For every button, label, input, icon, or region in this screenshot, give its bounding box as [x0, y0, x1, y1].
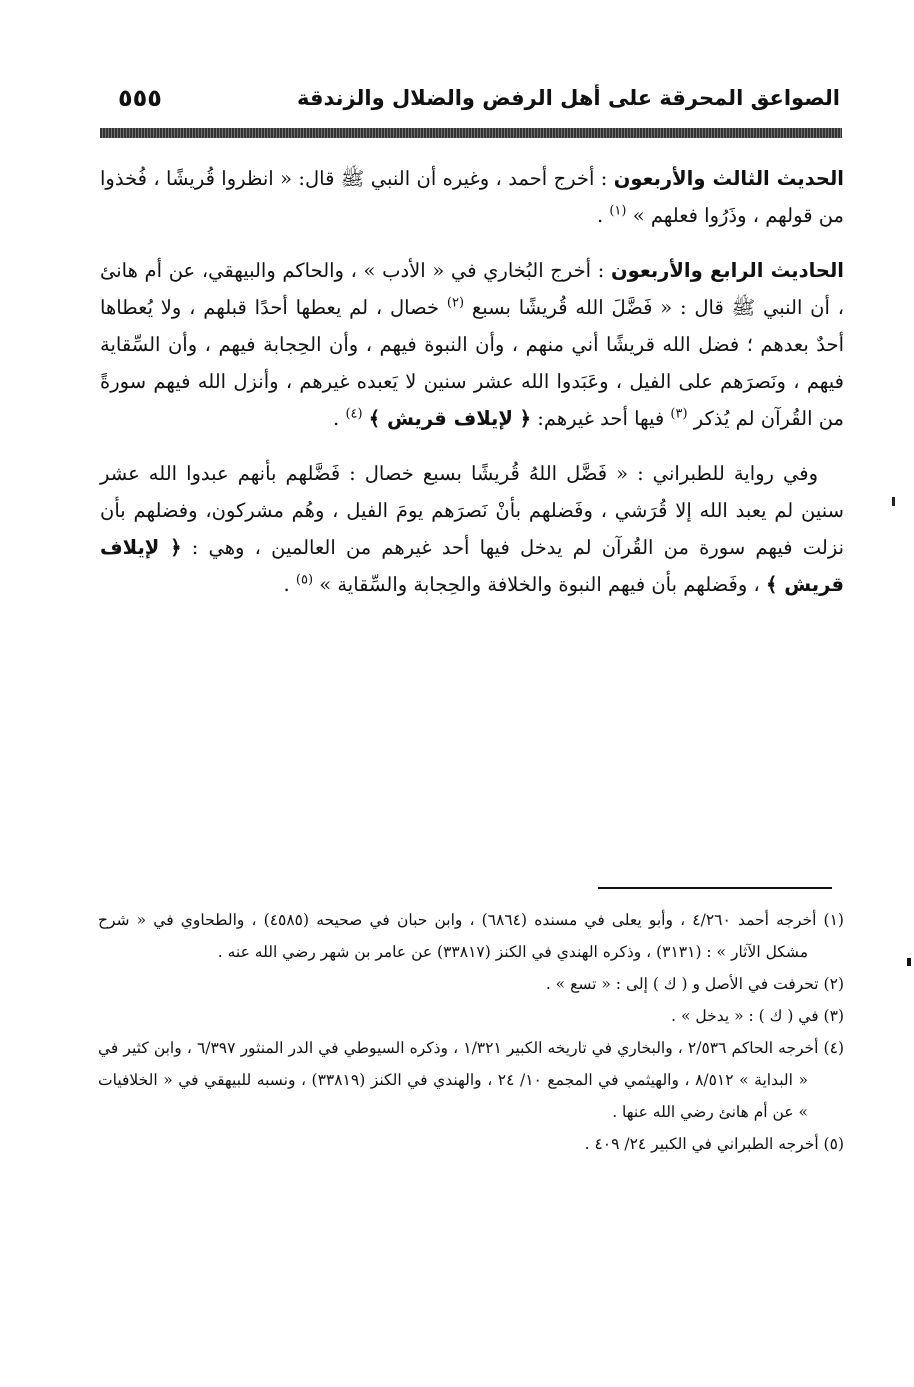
hadith-43-heading: الحديث الثالث والأربعون: [613, 167, 844, 190]
footnote-1: (١) أخرجه أحمد ٤/٢٦٠ ، وأبو يعلى في مسنده (٦٨٦٤) ، وابن حبان في صحيحه (٤٥٨٥) ، والطحاوي في « شرح مشكل الآثار » : (٣١٣١) ، وذكره الهندي في الكنز (٣٣٨١٧) عن عامر بن شهر رضي الله عنه .: [98, 911, 844, 961]
surah-quraysh-quote: ﴿ لإيلاف قريش ﴾: [368, 407, 532, 430]
scan-mark: [907, 958, 911, 966]
footnote-5: (٥) أخرجه الطبراني في الكبير ٢٤/ ٤٠٩ .: [584, 1135, 844, 1153]
scan-mark: [892, 497, 895, 506]
footnote-ref-1: (١): [609, 203, 627, 219]
hadith-43-text: : أخرج أحمد ، وغيره أن النبي ﷺ قال: « انظروا قُريشًا ، فُخذوا من قولهم ، وذَرُوا فعلهم »: [100, 167, 844, 227]
running-title: الصواعق المحرقة على أهل الرفض والضلال والزندقة: [296, 86, 840, 110]
hadith-44-text-c: فيها أحد غيرهم:: [537, 407, 665, 430]
footnote-2: (٢) تحرفت في الأصل و ( ك ) إلى : « تسع » .: [545, 975, 844, 993]
page-number: ٥٥٥: [118, 84, 162, 112]
tabarani-paragraph: [100, 455, 844, 603]
header-rule: [100, 128, 842, 138]
hadith-44-paragraph: [100, 252, 844, 437]
footnote-separator: [598, 887, 832, 889]
surah-quraysh-quote-2: ﴿ لإيلاف قريش ﴾: [100, 536, 844, 596]
footnote-ref-2: (٢): [446, 295, 465, 311]
hadith-43-paragraph: [100, 160, 844, 234]
main-text: [100, 160, 844, 621]
tabarani-text-a: وفي رواية للطبراني : « فَضَّل اللهُ قُريشًا بسبع خصال : فَضَّلهم بأنهم عبدوا الله عشر سنين لم يعبد الله إلا قُرَشي ، وفَضلهم بأنْ نَصرَهم يومَ الفيل ، وهُم مشركون، وفضلهم بأن نزلت فيهم سورة من القُرآن لم يدخل فيها أحد غيرهم من العالمين ، وهي :: [100, 462, 845, 559]
hadith-44-heading: الحاديث الرابع والأربعون: [610, 259, 844, 282]
page-header: [100, 80, 840, 124]
footnotes: [98, 904, 844, 1160]
hadith-44-text-b: خصال ، لم يعطها أحدًا قبلهم ، ولا يُعطاها أحدٌ بعدهم ؛ فضل الله قريشًا أني منهم ، وأن النبوة فيهم ، وأن الحِجابة فيهم ، وأن السِّقاية فيهم ، ونَصرَهم على الفيل ، وعَبَدوا الله عشر سنين لا يَعبده غيرهم ، وأنزل الله فيهم سورةً من القُرآن لم يُذكر: [100, 296, 844, 430]
footnote-4: (٤) أخرجه الحاكم ٢/٥٣٦ ، والبخاري في تاريخه الكبير ١/٣٢١ ، وذكره السيوطي في الدر المنثور ٦/٣٩٧ ، وابن كثير في « البداية » ٨/٥١٢ ، والهيثمي في المجمع ١٠/ ٢٤ ، والهندي في الكنز (٣٣٨١٩) ، ونسبه للبيهقي في « الخلافيات » عن أم هانئ رضي الله عنها .: [98, 1039, 844, 1121]
hadith-43-end: .: [596, 204, 604, 227]
footnote-ref-4: (٤): [345, 406, 363, 422]
footnote-ref-3: (٣): [670, 406, 688, 422]
footnote-3: (٣) في ( ك ) : « يدخل » .: [671, 1007, 844, 1025]
hadith-44-text-a: : أخرج البُخاري في « الأدب » ، والحاكم والبيهقي، عن أم هانئ ، أن النبي ﷺ قال : « فَضَّلَ الله قُريشًا بسبع: [100, 259, 844, 319]
tabarani-end: .: [283, 573, 290, 596]
hadith-44-end: .: [333, 407, 340, 430]
tabarani-text-b: ، وفَضلهم بأن فيهم النبوة والخلافة والحِجابة والسِّقاية »: [319, 573, 760, 596]
footnote-ref-5: (٥): [295, 572, 314, 588]
